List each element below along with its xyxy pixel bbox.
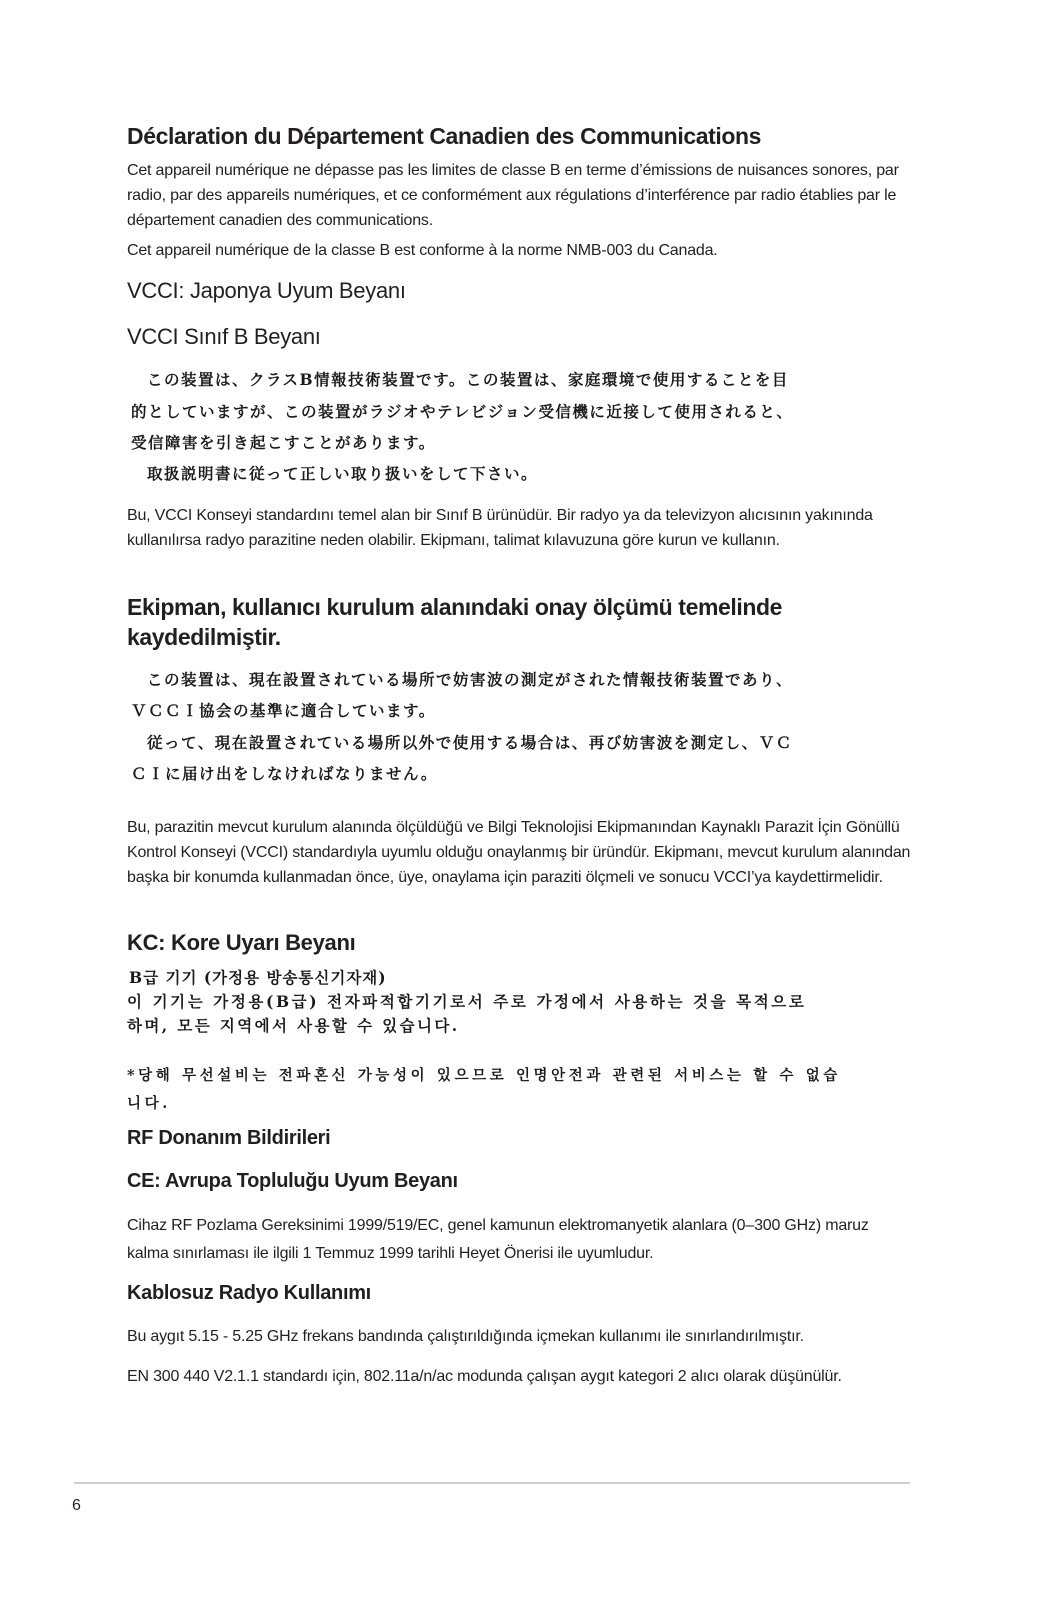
equipment-jp-line-2: ＶＣＣＩ協会の基準に適合しています。	[131, 701, 436, 720]
kc-kr-line-2: 이 기기는 가정용(B급) 전자파적합기기로서 주로 가정에서 사용하는 것을 목적으로	[127, 992, 807, 1011]
rf-heading: RF Donanım Bildirileri	[127, 1127, 331, 1149]
kc-kr-line-4: *당해 무선설비는 전파혼신 가능성이 있으므로 인명안전과 관련된 서비스는 할 수 없습	[127, 1067, 841, 1084]
kc-kr-line-1: B급 기기 (가정용 방송통신기자재)	[129, 968, 387, 987]
equipment-heading-line-1: Ekipman, kullanıcı kurulum alanındaki onay ölçümü temelinde	[127, 594, 783, 620]
canada-paragraph-2: Cet appareil numérique de la classe B est conforme à la norme NMB-003 du Canada.	[127, 242, 718, 259]
kc-heading: KC: Kore Uyarı Beyanı	[127, 930, 356, 955]
footer-divider	[74, 1482, 910, 1484]
vcci-subheading: VCCI Sınıf B Beyanı	[127, 324, 321, 349]
kc-kr-line-5: 니다.	[127, 1095, 171, 1112]
vcci-jp-line-2: 的としていますが、この装置がラジオやテレビジョン受信機に近接して使用されると、	[131, 402, 794, 421]
vcci-heading: VCCI: Japonya Uyum Beyanı	[127, 278, 406, 303]
vcci-paragraph: Bu, VCCI Konseyi standardını temel alan bir Sınıf B ürünüdür. Bir radyo ya da televizyon alıcısının yakınında kullanılırsa radyo parazitine neden olabilir. Ekipmanı, talimat kılavuzuna göre kurun ve kullanın.	[127, 507, 873, 549]
vcci-jp-line-3: 受信障害を引き起こすことがあります。	[131, 433, 436, 452]
wireless-heading: Kablosuz Radyo Kullanımı	[127, 1282, 371, 1304]
equipment-heading-line-2: kaydedilmiştir.	[127, 624, 281, 650]
page-number: 6	[72, 1497, 81, 1514]
canada-paragraph-1: Cet appareil numérique ne dépasse pas les limites de classe B en terme d’émissions de nuisances sonores, par radio, par des appareils numériques, et ce conformément aux régulations d’interférence par radio établies par le département canadien des communications.	[127, 162, 899, 229]
equipment-jp-line-4: ＣＩに届け出をしなければなりません。	[131, 764, 438, 783]
kc-kr-line-3: 하며, 모든 지역에서 사용할 수 있습니다.	[127, 1016, 460, 1035]
ce-heading: CE: Avrupa Topluluğu Uyum Beyanı	[127, 1170, 458, 1192]
ce-paragraph: Cihaz RF Pozlama Gereksinimi 1999/519/EC, genel kamunun elektromanyetik alanlara (0–300 GHz) maruz kalma sınırlaması ile ilgili 1 Temmuz 1999 tarihli Heyet Önerisi ile uyumludur.	[127, 1217, 869, 1262]
vcci-jp-line-1: この装置は、クラスB情報技術装置です。この装置は、家庭環境で使用することを目	[147, 370, 789, 389]
canada-heading: Déclaration du Département Canadien des Communications	[127, 123, 762, 149]
equipment-jp-line-3: 従って、現在設置されている場所以外で使用する場合は、再び妨害波を測定し、ＶＣ	[147, 733, 793, 752]
wireless-paragraph-2: EN 300 440 V2.1.1 standardı için, 802.11a/n/ac modunda çalışan aygıt kategori 2 alıcı olarak düşünülür.	[127, 1368, 842, 1385]
equipment-jp-line-1: この装置は、現在設置されている場所で妨害波の測定がされた情報技術装置であり、	[147, 670, 794, 689]
equipment-paragraph: Bu, parazitin mevcut kurulum alanında ölçüldüğü ve Bilgi Teknolojisi Ekipmanından Kaynaklı Parazit İçin Gönüllü Kontrol Konseyi (VCCI) standardıyla uyumlu olduğu onaylanmış bir üründür. Ekipmanı, mevcut kurulum alanından başka bir konumda kullanmadan önce, üye, onaylama için paraziti ölçmeli ve sonucu VCCI’ya kaydettirmelidir.	[127, 819, 911, 886]
vcci-jp-line-4: 取扱説明書に従って正しい取り扱いをして下さい。	[147, 464, 539, 483]
equipment-heading	[127, 592, 782, 652]
wireless-paragraph-1: Bu aygıt 5.15 - 5.25 GHz frekans bandında çalıştırıldığında içmekan kullanımı ile sınırlandırılmıştır.	[127, 1328, 804, 1345]
